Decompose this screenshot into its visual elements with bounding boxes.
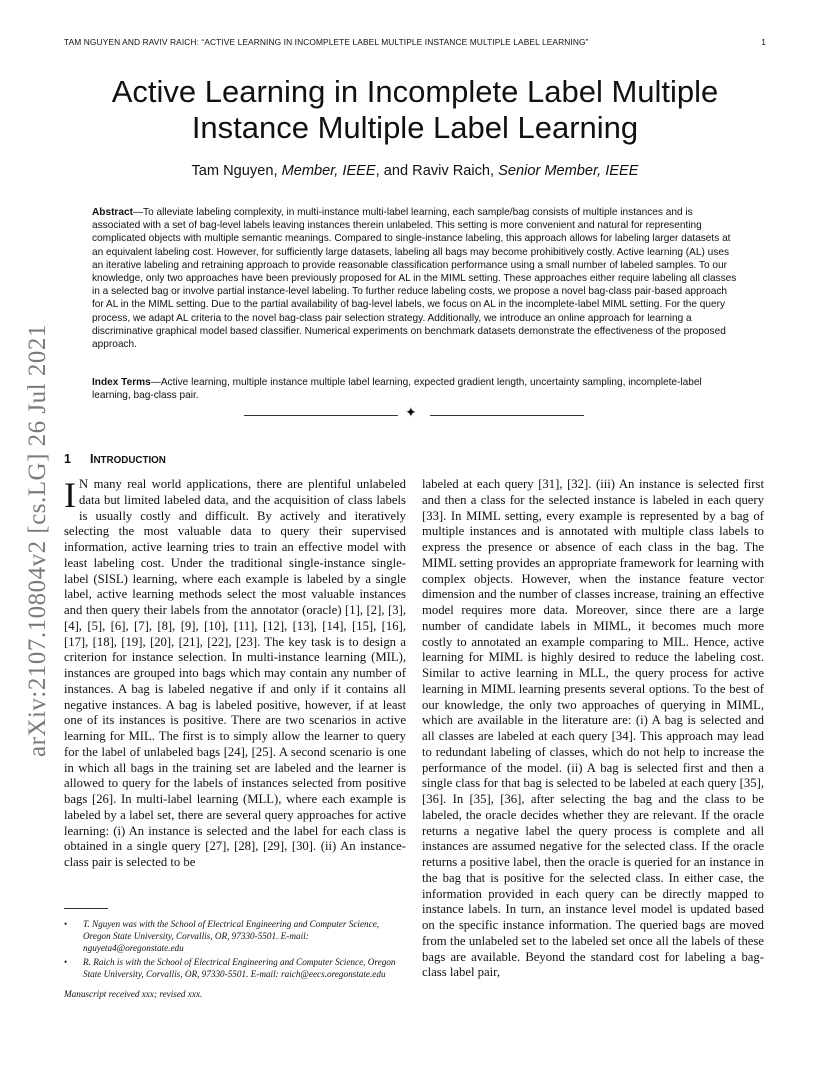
footnotes [64,918,408,1000]
abstract-label: Abstract [92,207,133,218]
title-line-1: Active Learning in Incomplete Label Multiple [111,74,719,109]
footnote-rule [64,908,108,909]
drop-cap: I [64,475,76,515]
index-terms-label: Index Terms [92,377,151,388]
author-role-2: Senior Member, IEEE [498,163,639,179]
paper-title [64,74,766,146]
abstract-text: —To alleviate labeling complexity, in multi-instance multi-label learning, each sample/bag consists of multiple instances and is associated with a set of bag-level labels leaving instances therein unlabeled. This setting is more convenient and natural for representing complicated objects with multiple semantic meanings. Compared to single-instance labeling, this approach allows for labeling larger datasets at an equivalent labeling cost. However, for sufficiently large datasets, labeling all bags may become prohibitively costly. Active learning (AL) uses an iterative labeling and retraining approach to provide reasonable classification performance using a small number of labeled samples. To our knowledge, only two approaches have been previously proposed for AL in the MIML setting. These approaches either require labeling all classes in a selected bag or involve partial instance-level labeling. To further reduce labeling costs, we propose a novel bag-class pair-based approach for AL in the MIML setting. Due to the partial availability of bag-level labels, we focus on AL in the incomplete-label MIML setting. For the query process, we adapt AL criteria to the novel bag-class pair selection strategy. Additionally, we introduce an online approach for learning a discriminative graphical model based classifier. Numerical experiments on benchmark datasets demonstrate the effectiveness of the proposed approach. [92,207,737,351]
arxiv-stamp[interactable]: arXiv:2107.10804v2 [cs.LG] 26 Jul 2021 [24,324,51,757]
author-name-1: Tam Nguyen, [191,163,282,179]
intro-text-left: many real world applications, there are plentiful unlabeled data but limited labeled data, and the acquisition of class labels is usually costly and difficult. By actively and iteratively selecting the most valuable data to query their supervised information, active learning tries to train an effective model with least labeling cost. Under the traditional single-instance single-label (SISL) learning, where each example is labeled by a single label, active learning methods select the most valuable instances and then query their labels from the annotator (oracle) [1], [2], [3], [4], [5], [6], [7], [8], [9], [10], [11], [12], [13], [14], [15], [16], [17], [18], [19], [20], [21], [22], [23]. The key task is to design a criterion for instance selection. In multi-instance learning (MIL), instances are grouped into bags which may contain any number of instances. A bag is labeled negative if and only if it contains all negative instances. A bag is labeled positive, however, if at least one of its instances is positive. There are two scenarios in active learning for MIL. The first is to simply allow the learner to query for the label of unlabeled bags [24], [25]. A second scenario is one in which all bags in the training set are labeled and the learner is allowed to query for the labels of instances selected from positive bags [26]. In multi-label learning (MLL), where each example is labeled by a label set, there are several query approaches for active learning: (i) An instance is selected and the label for each class is obtained in a single query [27], [28], [29], [30]. (ii) An instance-class pair is selected to be [64,477,406,869]
divider-star-icon: ✦ [405,406,417,421]
manuscript-note: Manuscript received xxx; revised xxx. [64,989,203,999]
title-line-2: Instance Multiple Label Learning [191,110,639,145]
intro-text-right: labeled at each query [31], [32]. (iii) An instance is selected first and then a class for the selected instance is labeled in each query [33]. In MIML setting, every example is represented by a bag of multiple instances and is annotated with multiple class labels to express the presence or absence of each class in the bag. The MIML setting provides an appropriate framework for learning with complex objects. However, when the instance feature vector dimension and the number of classes increase, training an effective model requires more data. Moreover, since there are a large number of candidate labels in MIML, it becomes much more costly to annotated an example comparing to MIL. Hence, active learning for MIML is highly desired to reduce the labeling cost. Similar to active learning in MLL, the query process for active learning in MIML learning presents several options. To the best of our knowledge, the only two approaches of querying in MIML, which are available in the literature are: (i) A bag is selected and all classes are labeled at each query [34]. This approach may lead to redundant labeling of classes, which do not help to increase the performance of the model. (ii) A bag is selected first and then a single class for that bag is selected to be labeled at each query [35], [36]. In [35], [36], after selecting the bag and the class to be labeled, the oracle decides whether they are relevant. If the oracle returns a negative label the query process is complete and all instances are assumed negative for the selected class. If the oracle returns a positive label, then the oracle is queried for an instance in the bag that is positive for the selected class. In either case, the information provided in each query can be directly mapped to instance labels. In turn, an instance level model is updated based on the specific instance information. The queried bags are moved from the unlabeled set to the labeled set once all the labels of these bags are available. Beyond the standard cost for labeling a bag-class label pair, [422,477,764,980]
body-column-right [422,477,764,981]
footnote-affiliation-2 [64,956,408,980]
footnote-text-1: T. Nguyen was with the School of Electrical Engineering and Computer Science, Oregon State University, Corvallis, OR, 97330-5501. E-mail: nguyeta4@oregonstate.edu [83,919,380,953]
abstract [92,206,740,351]
running-header-text: TAM NGUYEN AND RAVIV RAICH: “ACTIVE LEARNING IN INCOMPLETE LABEL MULTIPLE INSTANCE MULTIPLE LABEL LEARNING” [64,37,589,47]
footnote-bullet-2: • [64,957,68,967]
section-title-rest: NTRODUCTION [93,455,166,466]
author-joiner: , and Raviv Raich, [375,163,499,179]
author-role-1: Member, IEEE [281,163,376,179]
index-terms-text: —Active learning, multiple instance multiple label learning, expected gradient length, uncertainty sampling, incomplete-label learning, bag-class pair. [92,377,702,402]
lead-small-caps: N [79,477,89,491]
section-divider [244,408,584,422]
section-number: 1 [64,452,71,466]
running-header [64,37,766,47]
divider-line-left [244,415,398,416]
divider-line-right [430,415,584,416]
footnote-affiliation-1 [64,918,408,954]
page-number: 1 [761,37,766,47]
body-column-left [64,477,406,871]
section-title-initial: I [90,452,94,466]
section-heading-introduction [64,452,166,466]
index-terms [92,376,740,402]
footnote-text-2: R. Raich is with the School of Electrical Engineering and Computer Science, Oregon State University, Corvallis, OR, 97330-5501. E-mail: raich@eecs.oregonstate.edu [83,957,396,979]
author-line [64,163,766,179]
intro-paragraph-left [64,477,406,871]
footnote-bullet-1: • [64,919,68,929]
